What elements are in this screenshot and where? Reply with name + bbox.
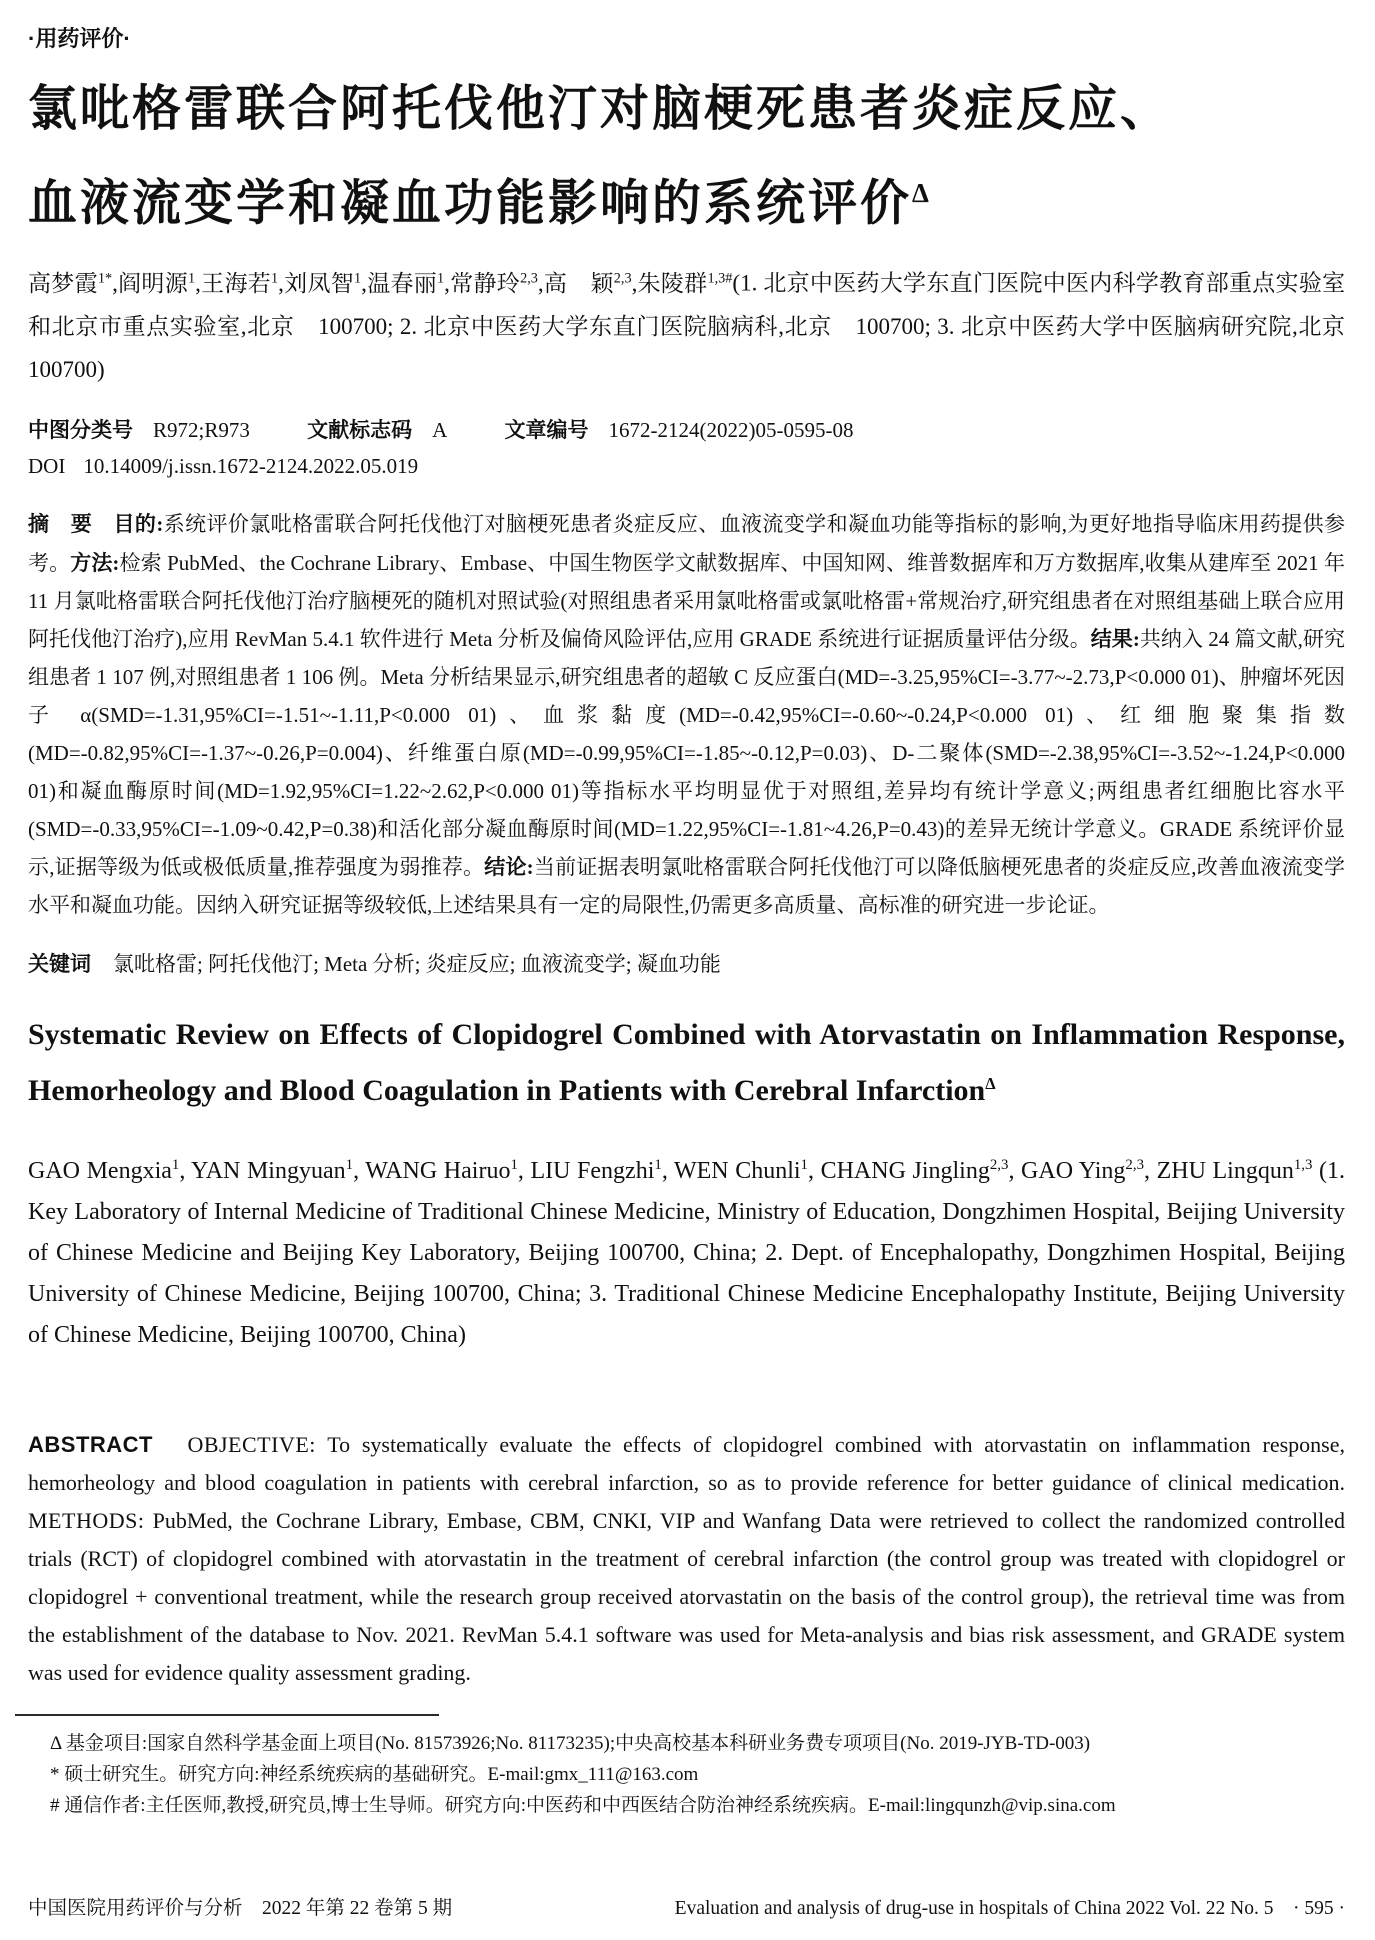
- paper-title-cn-line1: 氯吡格雷联合阿托伐他汀对脑梗死患者炎症反应、: [28, 81, 1173, 136]
- footnote-fund: Δ 基金项目:国家自然科学基金面上项目(No. 81573926;No. 81173235);中央高校基本科研业务费专项项目(No. 2019-JYB-TD-003): [50, 1732, 1091, 1754]
- doi-label: DOI: [28, 453, 66, 478]
- paper-title-en: Systematic Review on Effects of Clopidogrel Combined with Atorvastatin on Inflammation Response, Hemorheology and Blood Coagulation in Patients with Cerebral Infarction$^\Delta$: [28, 1017, 1345, 1107]
- author-cn: 刘凤智$^1$,: [283, 270, 367, 296]
- paper-title-cn: [28, 67, 1345, 245]
- author-cn: 王海若$^1$,: [200, 270, 284, 296]
- author-cn: 朱陵群$^{1,3\#}$: [637, 270, 733, 296]
- affiliations-en: (1. Key Laboratory of Internal Medicine of Traditional Chinese Medicine, Ministry of Education, Dongzhimen Hospital, Beijing University of Chinese Medicine and Beijing Key Laboratory, Beijing 100700, China; 2. Dept. of Encephalopathy, Dongzhimen Hospital, Beijing University of Chinese Medicine, Beijing 100700, China; 3. Traditional Chinese Medicine Encephalopathy Institute, Beijing University of Chinese Medicine, Beijing 100700, China): [28, 1157, 1346, 1348]
- clc-value: R972;R973: [153, 417, 250, 442]
- footnote-corresponding-author: # 通信作者:主任医师,教授,研究员,博士生导师。研究方向:中医药和中西医结合防治神经系统疾病。E-mail:lingqunzh@vip.sina.com: [50, 1794, 1116, 1816]
- paper-title-cn-line2: 血液流变学和凝血功能影响的系统评价$^\Delta$: [28, 175, 932, 231]
- methods-cn-text: 检索 PubMed、the Cochrane Library、Embase、中国生物医学文献数据库、中国知网、维普数据库和万方数据库,收集从建库至 2021 年 11 月氯吡格雷联合阿托伐他汀治疗脑梗死的随机对照试验(对照组患者采用氯吡格雷或氯吡格雷+常规治疗,研究组患者在对照组基础上联合应用阿托伐他汀治疗),应用 RevMan 5.4.1 软件进行 Meta 分析及偏倚风险评估,应用 GRADE 系统进行证据质量评估分级。: [28, 550, 1345, 651]
- author-en: YAN Mingyuan$^1$,: [191, 1156, 366, 1184]
- document-code-value: A: [432, 417, 448, 442]
- authors-cn: [28, 257, 1368, 391]
- objective-en-text: To systematically evaluate the effects of clopidogrel combined with atorvastatin on inflammation response, hemorheology and blood coagulation in patients with cerebral infarction, so as to provide reference for better guidance of clinical medication.: [28, 1431, 1345, 1495]
- author-cn: 常静玲$^{2,3}$,: [449, 270, 544, 296]
- article-number-label: 文章编号: [504, 418, 589, 442]
- abstract-en-label: ABSTRACT: [28, 1431, 153, 1457]
- authors-en: [28, 1145, 1345, 1356]
- title-en-footnote-mark: Δ: [985, 1073, 996, 1093]
- author-cn: 温春丽$^1$,: [366, 270, 450, 296]
- doi-value: 10.14009/j.issn.1672-2124.2022.05.019: [83, 453, 419, 478]
- objective-cn-text: 系统评价氯吡格雷联合阿托伐他汀对脑梗死患者炎症反应、血液流变学和凝血功能等指标的影响,为更好地指导临床用药提供参考。: [28, 511, 1346, 575]
- methods-en-label: METHODS:: [28, 1507, 145, 1533]
- article-number: [505, 418, 854, 442]
- author-en: ZHU Lingqun$^{1,3}$: [1156, 1156, 1313, 1184]
- author-en: GAO Mengxia$^1$,: [28, 1156, 192, 1184]
- author-cn: 阎明源$^1$,: [117, 270, 201, 296]
- clc-number: [28, 418, 250, 442]
- doi-row: [28, 454, 1345, 479]
- footer-journal-cn: 中国医院用药评价与分析 2022 年第 22 卷第 5 期: [28, 1898, 453, 1919]
- author-en: GAO Ying$^{2,3}$,: [1021, 1156, 1157, 1184]
- results-cn-label: 结果:: [1090, 626, 1140, 651]
- keywords-cn-label: 关键词: [28, 952, 91, 976]
- affiliations-cn: (1. 北京中医药大学东直门医院中医内科学教育部重点实验室和北京市重点实验室,北京 100700; 2. 北京中医药大学东直门医院脑病科,北京 100700; 3. 北京中医药大学中医脑病研究院,北京 100700): [28, 270, 1368, 382]
- abstract-en: [28, 1426, 1345, 1692]
- abstract-cn: [28, 505, 1345, 924]
- author-en: WANG Hairuo$^1$,: [365, 1156, 531, 1184]
- keywords-cn-text: 氯吡格雷; 阿托伐他汀; Meta 分析; 炎症反应; 血液流变学; 凝血功能: [113, 951, 721, 976]
- objective-en-label: OBJECTIVE:: [187, 1431, 316, 1457]
- footnote-first-author: * 硕士研究生。研究方向:神经系统疾病的基础研究。E-mail:gmx_111@163.com: [50, 1763, 699, 1785]
- column-marker: ·用药评价·: [28, 26, 131, 51]
- page-footer: [28, 1892, 1345, 1920]
- abstract-cn-label: 摘 要: [28, 512, 93, 536]
- objective-cn-label: 目的:: [113, 511, 164, 536]
- author-en: CHANG Jingling$^{2,3}$,: [820, 1156, 1022, 1184]
- footnotes: [28, 1728, 1345, 1821]
- author-en: LIU Fengzhi$^1$,: [530, 1156, 674, 1184]
- conclusion-cn-text: 当前证据表明氯吡格雷联合阿托伐他汀可以降低脑梗死患者的炎症反应,改善血液流变学水平和凝血功能。因纳入研究证据等级较低,上述结果具有一定的局限性,仍需更多高质量、高标准的研究进一步论证。: [28, 854, 1346, 917]
- author-cn: 高 颖$^{2,3}$,: [543, 270, 638, 296]
- author-en: WEN Chunli$^1$,: [673, 1156, 821, 1184]
- footnote-separator: [15, 1714, 439, 1716]
- author-cn: 高梦霞$^{1*}$,: [28, 270, 118, 296]
- article-meta-row: [28, 414, 1345, 444]
- document-code-label: 文献标志码: [307, 418, 413, 442]
- document-code: [307, 418, 447, 442]
- clc-label: 中图分类号: [28, 418, 133, 442]
- title-footnote-mark: Δ: [912, 178, 932, 208]
- keywords-cn: [28, 945, 1345, 984]
- conclusion-cn-label: 结论:: [484, 854, 534, 879]
- results-cn-text: 共纳入 24 篇文献,研究组患者 1 107 例,对照组患者 1 106 例。Meta 分析结果显示,研究组患者的超敏 C 反应蛋白(MD=-3.25,95%CI=-3.77~-2.73,P<0.000 01)、肿瘤坏死因子 α(SMD=-1.31,95%CI=-1.51~-1.11,P<0.000 01)、血浆黏度(MD=-0.42,95%CI=-0.60~-0.24,P<0.000 01)、红细胞聚集指数(MD=-0.82,95%CI=-1.37~-0.26,P=0.004)、纤维蛋白原(MD=-0.99,95%CI=-1.85~-0.12,P=0.03)、D-二聚体(SMD=-2.38,95%CI=-3.52~-1.24,P<0.000 01)和凝血酶原时间(MD=1.92,95%CI=1.22~2.62,P<0.000 01)等指标水平均明显优于对照组,差异均有统计学意义;两组患者红细胞比容水平(SMD=-0.33,95%CI=-1.09~0.42,P=0.38)和活化部分凝血酶原时间(MD=1.22,95%CI=-1.81~4.26,P=0.43)的差异无统计学意义。GRADE 系统评价显示,证据等级为低或极低质量,推荐强度为弱推荐。: [28, 626, 1346, 879]
- methods-cn-label: 方法:: [70, 550, 120, 575]
- article-number-value: 1672-2124(2022)05-0595-08: [608, 417, 854, 442]
- footer-journal-en-page: Evaluation and analysis of drug-use in hospitals of China 2022 Vol. 22 No. 5 · 595 ·: [674, 1898, 1345, 1919]
- methods-en-text: PubMed, the Cochrane Library, Embase, CBM, CNKI, VIP and Wanfang Data were retrieved to collect the randomized controlled trials (RCT) of clopidogrel combined with atorvastatin in the treatment of cerebral infarction (the control group was treated with clopidogrel or clopidogrel + conventional treatment, while the research group received atorvastatin on the basis of the control group), the retrieval time was from the establishment of the database to Nov. 2021. RevMan 5.4.1 software was used for Meta-analysis and bias risk assessment, and GRADE system was used for evidence quality assessment grading.: [28, 1507, 1345, 1685]
